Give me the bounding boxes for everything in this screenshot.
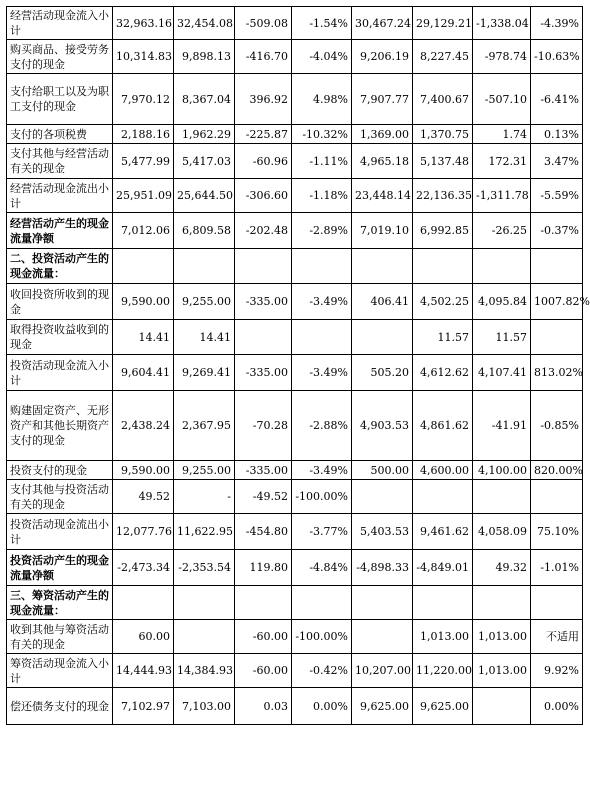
table-cell <box>235 320 292 355</box>
table-cell: -10.32% <box>292 125 352 144</box>
table-cell: 9,625.00 <box>352 688 413 725</box>
table-cell: -454.80 <box>235 514 292 550</box>
table-cell: 9,255.00 <box>174 461 235 480</box>
table-cell: 4,861.62 <box>413 391 473 461</box>
table-cell: -1,311.78 <box>473 179 531 213</box>
table-cell: -335.00 <box>235 355 292 391</box>
table-cell: 14,444.93 <box>113 654 174 688</box>
table-cell <box>352 586 413 620</box>
table-row <box>7 355 583 391</box>
table-cell <box>413 480 473 514</box>
table-row <box>7 654 583 688</box>
table-cell: -3.49% <box>292 355 352 391</box>
cash-flow-table <box>6 6 590 725</box>
table-cell: 4,095.84 <box>473 284 531 320</box>
table-cell: 813.02% <box>531 355 583 391</box>
table-cell: -202.48 <box>235 213 292 249</box>
table-cell: 9,461.62 <box>413 514 473 550</box>
table-cell <box>352 320 413 355</box>
table-cell: 5,417.03 <box>174 144 235 179</box>
table-cell: 172.31 <box>473 144 531 179</box>
table-row <box>7 179 583 213</box>
table-cell: -1,338.04 <box>473 7 531 40</box>
table-cell: 7,907.77 <box>352 74 413 125</box>
table-cell: 396.92 <box>235 74 292 125</box>
table-cell: -335.00 <box>235 284 292 320</box>
table-cell: -335.00 <box>235 461 292 480</box>
table-cell <box>352 249 413 284</box>
cash-flow-table-container <box>6 6 590 725</box>
table-row <box>7 480 583 514</box>
table-cell: 9,590.00 <box>113 461 174 480</box>
table-cell: -60.00 <box>235 620 292 654</box>
table-cell: 9,255.00 <box>174 284 235 320</box>
table-cell: 11,220.00 <box>413 654 473 688</box>
table-row <box>7 249 583 284</box>
table-cell: 4.98% <box>292 74 352 125</box>
table-cell: -1.54% <box>292 7 352 40</box>
table-cell: 10,314.83 <box>113 40 174 74</box>
table-cell: 406.41 <box>352 284 413 320</box>
table-cell: 8,227.45 <box>413 40 473 74</box>
table-cell: 4,612.62 <box>413 355 473 391</box>
table-cell: 9,590.00 <box>113 284 174 320</box>
table-cell: 1,369.00 <box>352 125 413 144</box>
table-cell: -3.49% <box>292 284 352 320</box>
table-cell <box>531 586 583 620</box>
row-label: 经营活动现金流入小计 <box>7 7 113 40</box>
table-cell: -416.70 <box>235 40 292 74</box>
row-label: 偿还债务支付的现金 <box>7 688 113 725</box>
table-cell: 9,206.19 <box>352 40 413 74</box>
table-cell <box>292 320 352 355</box>
table-cell <box>413 249 473 284</box>
table-row <box>7 125 583 144</box>
row-label: 经营活动产生的现金流量净额 <box>7 213 113 249</box>
row-label: 收到其他与筹资活动有关的现金 <box>7 620 113 654</box>
table-cell: 119.80 <box>235 550 292 586</box>
table-cell: 0.00% <box>292 688 352 725</box>
row-label: 购建固定资产、无形资产和其他长期资产支付的现金 <box>7 391 113 461</box>
table-cell <box>531 480 583 514</box>
table-cell: -10.63% <box>531 40 583 74</box>
table-cell: 10,207.00 <box>352 654 413 688</box>
table-cell: 5,137.48 <box>413 144 473 179</box>
table-cell <box>113 249 174 284</box>
table-cell: 32,454.08 <box>174 7 235 40</box>
table-cell: 505.20 <box>352 355 413 391</box>
table-row <box>7 74 583 125</box>
table-cell: -0.37% <box>531 213 583 249</box>
row-label: 取得投资收益收到的现金 <box>7 320 113 355</box>
table-cell: -509.08 <box>235 7 292 40</box>
table-cell: 49.32 <box>473 550 531 586</box>
table-cell: -4.84% <box>292 550 352 586</box>
table-cell: 11.57 <box>413 320 473 355</box>
table-cell: 14,384.93 <box>174 654 235 688</box>
table-cell: 4,502.25 <box>413 284 473 320</box>
table-cell: 23,448.14 <box>352 179 413 213</box>
row-label: 三、筹资活动产生的现金流量： <box>7 586 113 620</box>
row-label: 投资活动产生的现金流量净额 <box>7 550 113 586</box>
row-label: 二、投资活动产生的现金流量： <box>7 249 113 284</box>
table-cell: -100.00% <box>292 480 352 514</box>
table-cell: 9,604.41 <box>113 355 174 391</box>
table-cell: 25,644.50 <box>174 179 235 213</box>
table-cell: 3.47% <box>531 144 583 179</box>
table-cell: 11,622.95 <box>174 514 235 550</box>
table-cell <box>235 586 292 620</box>
table-cell: 22,136.35 <box>413 179 473 213</box>
table-cell: 1,962.29 <box>174 125 235 144</box>
table-cell: -41.91 <box>473 391 531 461</box>
table-row <box>7 391 583 461</box>
table-cell: 1,370.75 <box>413 125 473 144</box>
table-cell: -0.42% <box>292 654 352 688</box>
table-cell <box>413 586 473 620</box>
table-cell: 7,970.12 <box>113 74 174 125</box>
table-cell: 1,013.00 <box>473 654 531 688</box>
table-row <box>7 320 583 355</box>
table-cell: -2.89% <box>292 213 352 249</box>
table-cell: -4.04% <box>292 40 352 74</box>
table-cell: 0.00% <box>531 688 583 725</box>
table-cell: 4,600.00 <box>413 461 473 480</box>
table-cell <box>174 620 235 654</box>
table-row <box>7 620 583 654</box>
table-cell: -26.25 <box>473 213 531 249</box>
table-cell: 0.03 <box>235 688 292 725</box>
table-cell: 0.13% <box>531 125 583 144</box>
table-cell: 32,963.16 <box>113 7 174 40</box>
row-label: 支付其他与经营活动有关的现金 <box>7 144 113 179</box>
table-row <box>7 213 583 249</box>
table-cell: -70.28 <box>235 391 292 461</box>
table-row <box>7 514 583 550</box>
row-label: 投资活动现金流出小计 <box>7 514 113 550</box>
table-row <box>7 144 583 179</box>
table-cell: 6,809.58 <box>174 213 235 249</box>
table-cell: 12,077.76 <box>113 514 174 550</box>
row-label: 购买商品、接受劳务支付的现金 <box>7 40 113 74</box>
table-cell: -2.88% <box>292 391 352 461</box>
table-cell <box>292 586 352 620</box>
table-cell: -6.41% <box>531 74 583 125</box>
table-cell: -3.49% <box>292 461 352 480</box>
table-cell: 49.52 <box>113 480 174 514</box>
table-row <box>7 284 583 320</box>
table-cell: 1007.82% <box>531 284 583 320</box>
table-cell: 不适用 <box>531 620 583 654</box>
row-label: 收回投资所收到的现金 <box>7 284 113 320</box>
table-cell: 2,367.95 <box>174 391 235 461</box>
table-cell: -4.39% <box>531 7 583 40</box>
table-cell: - <box>174 480 235 514</box>
table-cell: 14.41 <box>113 320 174 355</box>
table-cell: 7,019.10 <box>352 213 413 249</box>
table-cell: -49.52 <box>235 480 292 514</box>
table-cell: 14.41 <box>174 320 235 355</box>
table-cell: 7,102.97 <box>113 688 174 725</box>
table-row <box>7 688 583 725</box>
table-cell: 4,903.53 <box>352 391 413 461</box>
table-cell: 2,188.16 <box>113 125 174 144</box>
table-cell: -1.01% <box>531 550 583 586</box>
table-cell: 1.74 <box>473 125 531 144</box>
row-label: 支付的各项税费 <box>7 125 113 144</box>
row-label: 筹资活动现金流入小计 <box>7 654 113 688</box>
table-cell <box>473 480 531 514</box>
table-row <box>7 586 583 620</box>
table-cell: -60.96 <box>235 144 292 179</box>
table-cell <box>174 249 235 284</box>
table-cell: -100.00% <box>292 620 352 654</box>
table-cell: -4,849.01 <box>413 550 473 586</box>
table-cell: 29,129.21 <box>413 7 473 40</box>
table-body <box>7 7 590 725</box>
table-cell: 9,898.13 <box>174 40 235 74</box>
table-cell: 11.57 <box>473 320 531 355</box>
table-cell <box>473 249 531 284</box>
table-cell: -60.00 <box>235 654 292 688</box>
table-cell <box>352 480 413 514</box>
table-cell: 60.00 <box>113 620 174 654</box>
table-cell: 4,965.18 <box>352 144 413 179</box>
table-cell: 5,477.99 <box>113 144 174 179</box>
table-cell: 25,951.09 <box>113 179 174 213</box>
table-cell: 7,012.06 <box>113 213 174 249</box>
table-cell: -4,898.33 <box>352 550 413 586</box>
table-cell: 30,467.24 <box>352 7 413 40</box>
table-cell: 500.00 <box>352 461 413 480</box>
table-cell: -3.77% <box>292 514 352 550</box>
table-cell: -5.59% <box>531 179 583 213</box>
table-cell: 5,403.53 <box>352 514 413 550</box>
row-label: 投资活动现金流入小计 <box>7 355 113 391</box>
table-cell <box>113 586 174 620</box>
table-cell <box>352 620 413 654</box>
table-row <box>7 7 583 40</box>
table-cell <box>235 249 292 284</box>
table-cell: -507.10 <box>473 74 531 125</box>
table-cell: 4,058.09 <box>473 514 531 550</box>
table-cell: -1.18% <box>292 179 352 213</box>
table-cell: -2,353.54 <box>174 550 235 586</box>
table-cell: -306.60 <box>235 179 292 213</box>
table-cell: 9.92% <box>531 654 583 688</box>
table-cell: 820.00% <box>531 461 583 480</box>
row-label: 投资支付的现金 <box>7 461 113 480</box>
table-cell: 75.10% <box>531 514 583 550</box>
table-cell: 4,100.00 <box>473 461 531 480</box>
table-cell: -978.74 <box>473 40 531 74</box>
table-cell: 1,013.00 <box>413 620 473 654</box>
table-cell: -1.11% <box>292 144 352 179</box>
table-cell: -2,473.34 <box>113 550 174 586</box>
table-cell <box>473 688 531 725</box>
table-cell <box>473 586 531 620</box>
table-cell: 6,992.85 <box>413 213 473 249</box>
table-cell: 9,625.00 <box>413 688 473 725</box>
table-cell: 7,103.00 <box>174 688 235 725</box>
row-label: 支付给职工以及为职工支付的现金 <box>7 74 113 125</box>
table-cell: -225.87 <box>235 125 292 144</box>
table-cell: 1,013.00 <box>473 620 531 654</box>
table-cell: -0.85% <box>531 391 583 461</box>
table-cell: 2,438.24 <box>113 391 174 461</box>
table-cell <box>292 249 352 284</box>
table-cell: 8,367.04 <box>174 74 235 125</box>
table-row <box>7 461 583 480</box>
table-cell <box>174 586 235 620</box>
table-cell: 9,269.41 <box>174 355 235 391</box>
table-cell: 7,400.67 <box>413 74 473 125</box>
row-label: 经营活动现金流出小计 <box>7 179 113 213</box>
table-cell <box>531 249 583 284</box>
table-row <box>7 40 583 74</box>
table-cell: 4,107.41 <box>473 355 531 391</box>
table-cell <box>531 320 583 355</box>
row-label: 支付其他与投资活动有关的现金 <box>7 480 113 514</box>
table-row <box>7 550 583 586</box>
